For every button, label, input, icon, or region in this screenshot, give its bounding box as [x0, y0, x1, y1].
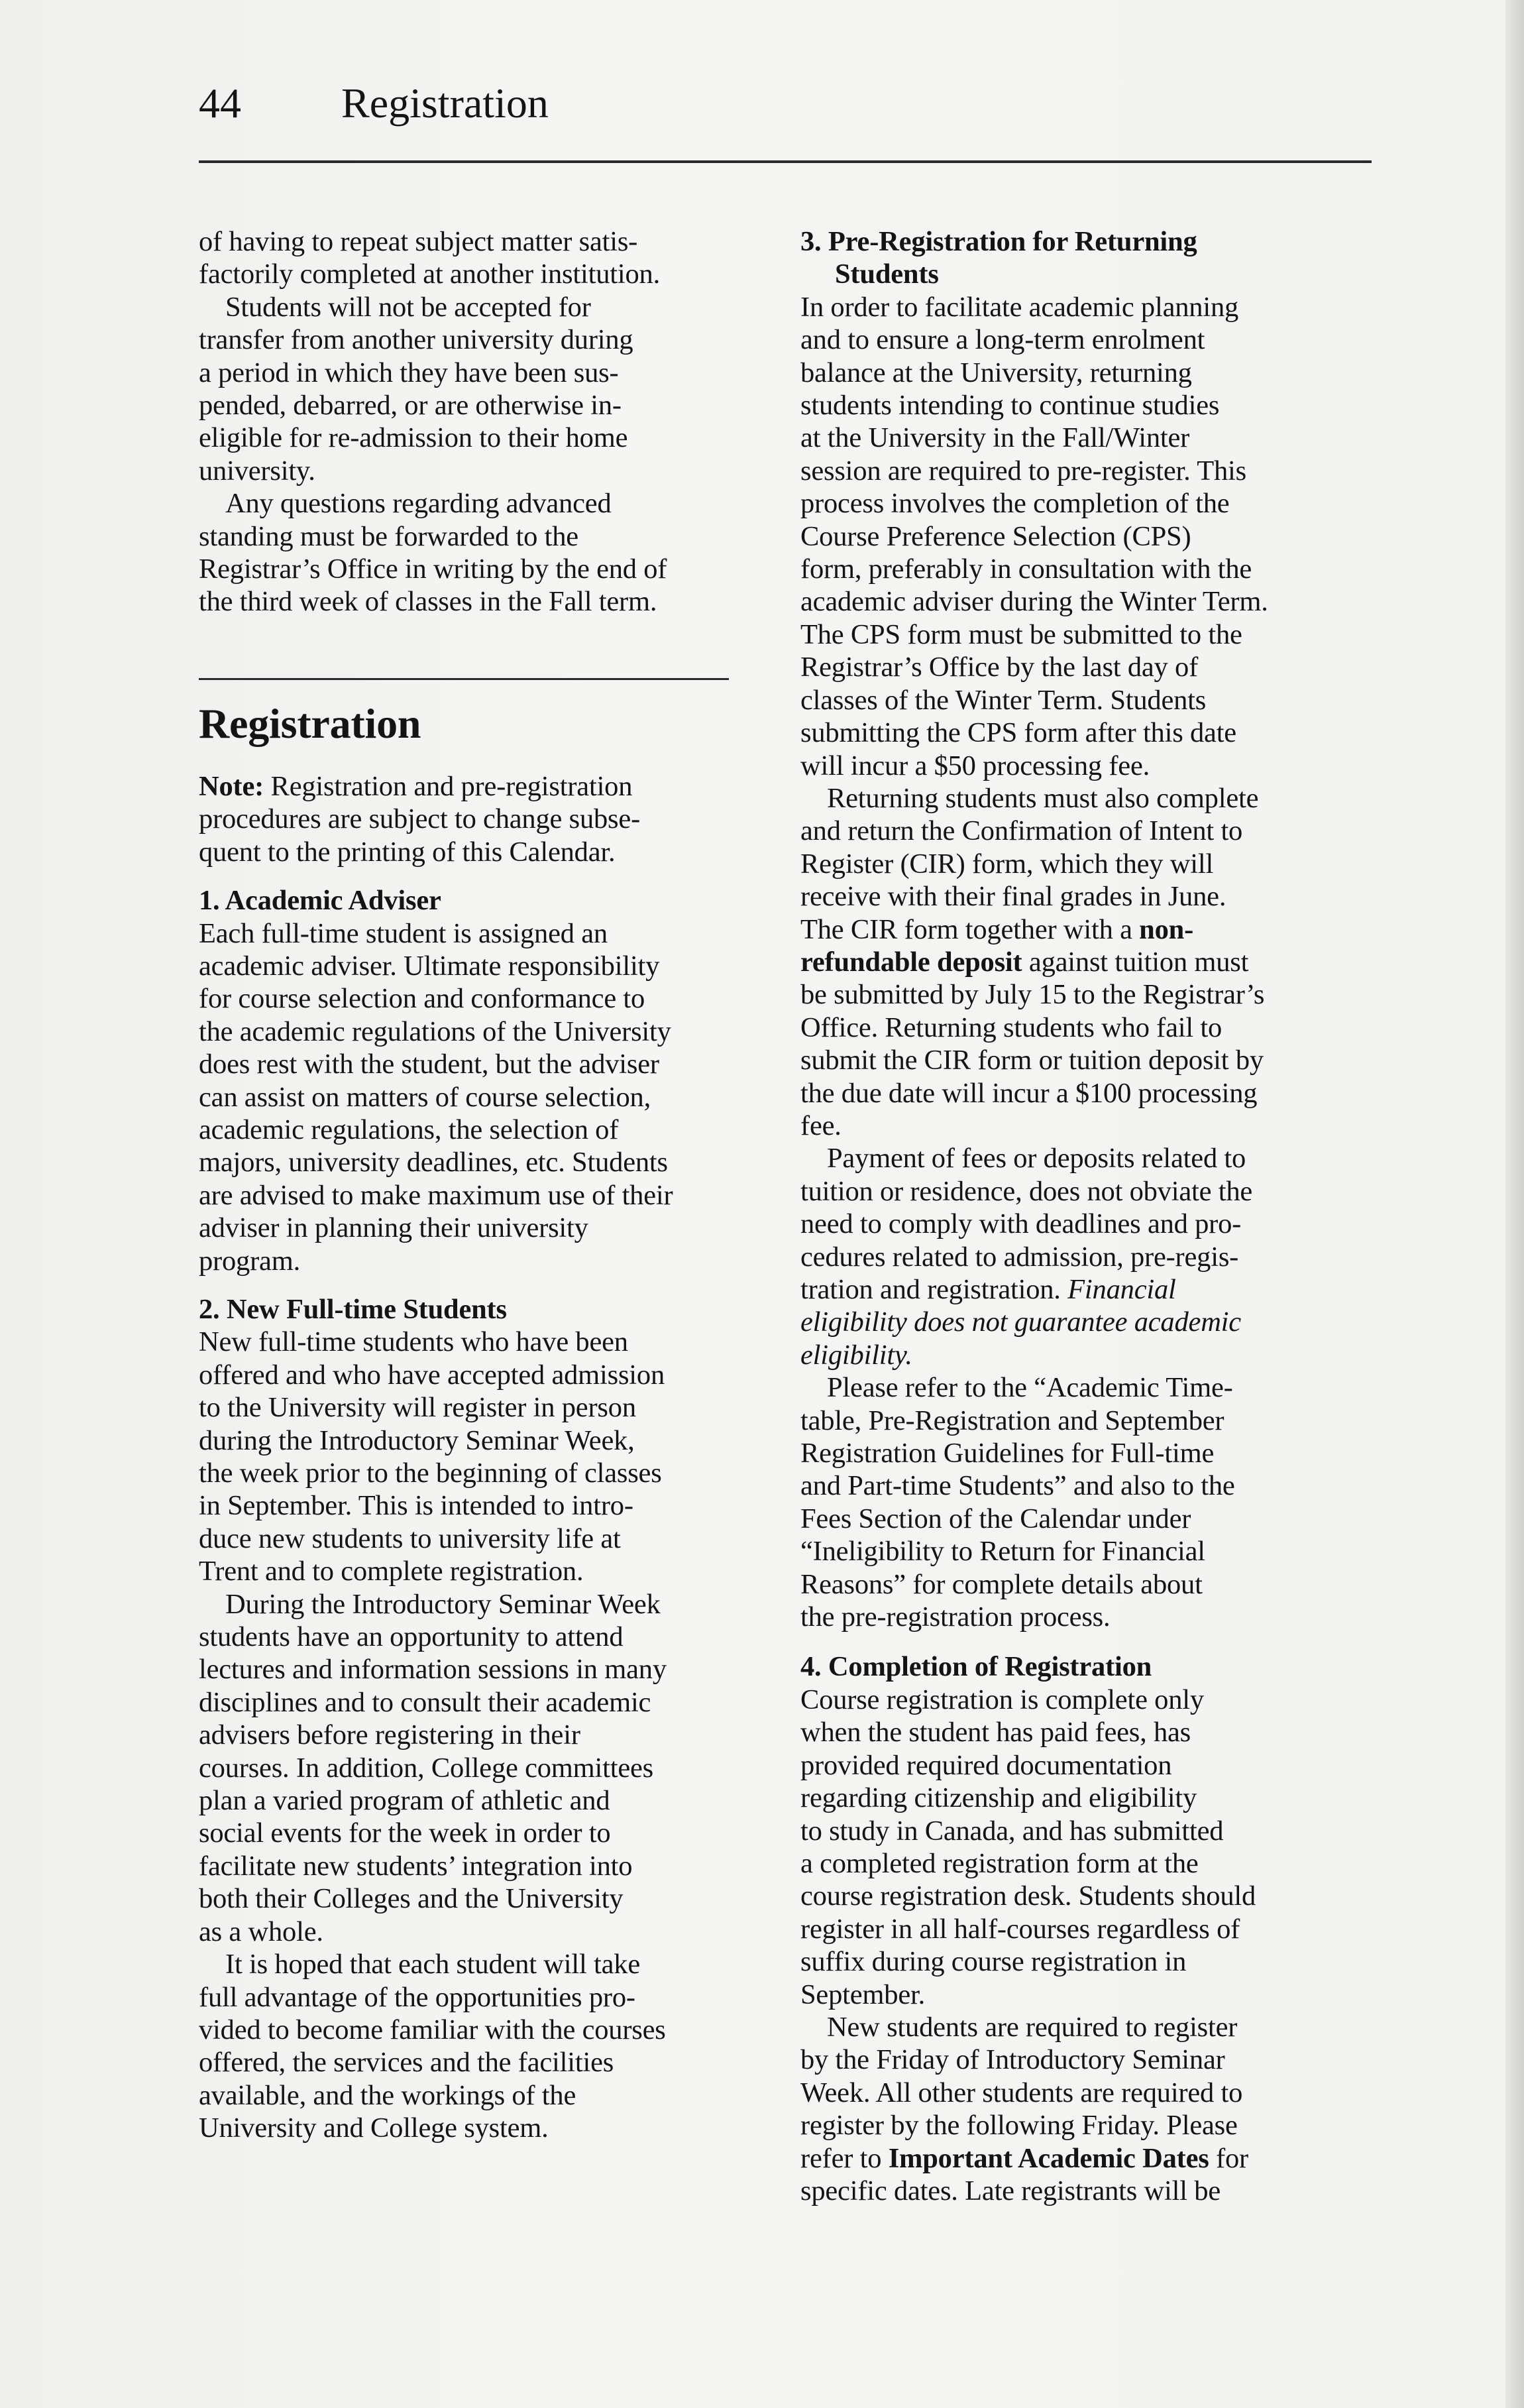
- subsection-title-line2: Students: [835, 258, 939, 290]
- text-line: Students will not be accepted for: [225, 291, 591, 323]
- text-line: receive with their final grades in June.: [800, 881, 1226, 913]
- text-lines: [199, 918, 673, 1277]
- subsection-title-line1: 3. Pre-Registration for Returning: [800, 226, 1197, 257]
- text-line: Fees Section of the Calendar under: [800, 1503, 1191, 1534]
- text-line: of having to repeat subject matter satis-: [199, 226, 638, 257]
- text-line: form, preferably in consultation with the: [800, 553, 1252, 585]
- text-line: vided to become familiar with the courses: [199, 2014, 666, 2045]
- header-rule: [199, 160, 1372, 163]
- text-line: in September. This is intended to intro-: [199, 1490, 633, 1522]
- text-line: “Ineligibility to Return for Financial: [800, 1536, 1205, 1568]
- text-line: It is hoped that each student will take: [225, 1949, 640, 1980]
- text-line: Trent and to complete registration.: [199, 1556, 584, 1587]
- text-lines: [800, 292, 1268, 781]
- text-line: quent to the printing of this Calendar.: [199, 836, 616, 868]
- text-line: as a whole.: [199, 1916, 323, 1947]
- text-line: to the University will register in person: [199, 1392, 636, 1424]
- text-line: a completed registration form at the: [800, 1847, 1199, 1879]
- text-line: social events for the week in order to: [199, 1817, 611, 1849]
- text-line: a period in which they have been sus-: [199, 357, 619, 388]
- text-lines: [800, 1372, 1235, 1633]
- text-line: University and College system.: [199, 2112, 549, 2144]
- text-line: the academic regulations of the University: [199, 1015, 671, 1047]
- text-line: Registration Guidelines for Full-time: [800, 1438, 1215, 1469]
- paragraph-new-students-2: [199, 1588, 769, 1948]
- text-lines: [199, 292, 633, 487]
- text-line: Each full-time student is assigned an: [199, 917, 608, 949]
- text-line: and Part-time Students” and also to the: [800, 1470, 1235, 1502]
- text-line: New students are required to register: [827, 2011, 1238, 2043]
- text-lines: [199, 771, 640, 868]
- text-line: Week. All other students are required to: [800, 2077, 1243, 2108]
- text-line: Register (CIR) form, which they will: [800, 848, 1214, 880]
- text-line: Office. Returning students who fail to: [800, 1011, 1223, 1043]
- text-line: regarding citizenship and eligibility: [800, 1782, 1197, 1814]
- text-line: at the University in the Fall/Winter: [800, 422, 1190, 454]
- text-lines: [800, 1306, 1241, 1370]
- text-line: procedures are subject to change subse-: [199, 803, 641, 835]
- text-line: classes of the Winter Term. Students: [800, 684, 1207, 716]
- note-label: Note:: [199, 770, 264, 802]
- text-line: Registrar’s Office by the last day of: [800, 652, 1199, 683]
- paragraph-new-students-1: [199, 1326, 769, 1587]
- left-column: [199, 225, 769, 2145]
- text-line: fee.: [800, 1110, 842, 1141]
- text-lines: [800, 2175, 1221, 2207]
- text-line: Course registration is complete only: [800, 1684, 1204, 1715]
- text-line: balance at the University, returning: [800, 357, 1192, 388]
- subsection-title-pre-registration: [800, 225, 1370, 291]
- text-line: offered and who have accepted admission: [199, 1359, 665, 1391]
- text-line: facilitate new students’ integration into: [199, 1850, 633, 1882]
- text-line: during the Introductory Seminar Week,: [199, 1424, 635, 1456]
- section-rule: [199, 678, 729, 680]
- text-line: does rest with the student, but the adviser: [199, 1049, 659, 1080]
- subsection-title-academic-adviser: 1. Academic Adviser: [199, 885, 441, 917]
- paragraph-advanced-standing: [199, 487, 769, 618]
- text-line: the week prior to the beginning of classes: [199, 1458, 662, 1489]
- text-line: Reasons” for complete details about: [800, 1568, 1203, 1600]
- note-paragraph: [199, 770, 769, 868]
- paragraph-transfer: [199, 291, 769, 487]
- text-line: Please refer to the “Academic Time-: [827, 1372, 1233, 1404]
- text-line: when the student has paid fees, has: [800, 1717, 1191, 1749]
- subsection-title-new-students: 2. New Full-time Students: [199, 1293, 507, 1325]
- text-line: full advantage of the opportunities pro-: [199, 1981, 635, 2013]
- text-line: university.: [199, 455, 315, 487]
- text-line: adviser in planning their university: [199, 1212, 588, 1244]
- text-line: and to ensure a long-term enrolment: [800, 324, 1205, 356]
- text-line: table, Pre-Registration and September: [800, 1405, 1225, 1436]
- text-line: are advised to make maximum use of their: [199, 1179, 673, 1211]
- text-line: lectures and information sessions in many: [199, 1654, 667, 1686]
- text-line: submit the CIR form or tuition deposit by: [800, 1045, 1264, 1076]
- text-lines: [199, 1326, 665, 1587]
- page-number: 44: [199, 80, 241, 127]
- text-line: need to comply with deadlines and pro-: [800, 1208, 1242, 1240]
- text-line: eligible for re-admission to their home: [199, 422, 628, 454]
- text-line: the third week of classes in the Fall term.: [199, 586, 657, 618]
- text-line: offered, the services and the facilities: [199, 2047, 614, 2079]
- paragraph-new-students-3: [199, 1948, 769, 2144]
- text-lines: [199, 226, 660, 290]
- text-line: the pre-registration process.: [800, 1601, 1111, 1633]
- text-line: available, and the workings of the: [199, 2079, 576, 2111]
- right-column: [800, 225, 1370, 2207]
- text-line: register by the following Friday. Please: [800, 2110, 1238, 2142]
- text-line: standing must be forwarded to the: [199, 520, 578, 552]
- text-line: advisers before registering in their: [199, 1719, 580, 1751]
- running-header: [199, 73, 1372, 134]
- text-line: September.: [800, 1978, 926, 2010]
- text-lines: [800, 783, 1258, 912]
- text-line: specific dates. Late registrants will be: [800, 2175, 1221, 2207]
- text-line: majors, university deadlines, etc. Students: [199, 1147, 668, 1178]
- text-line: course registration desk. Students should: [800, 1880, 1256, 1912]
- paragraph-completion-1: [800, 1684, 1370, 2011]
- text-line: for course selection and conformance to: [199, 983, 645, 1015]
- paragraph-pre-registration-4: [800, 1371, 1370, 1633]
- text-line: eligibility does not guarantee academic: [800, 1306, 1241, 1338]
- text-lines: [800, 979, 1264, 1141]
- paragraph-continued: [199, 225, 769, 291]
- text-line: New full-time students who have been: [199, 1326, 628, 1358]
- paragraph-pre-registration-3: Payment of fees or deposits related to tuition or residence, does not obviate the need to comply with deadlines and pro- cedures related to admission, pre-regis- tration and registration. Financial eligibility does not guarantee academic eligibility.: [800, 1143, 1253, 1371]
- text-line: tuition or residence, does not obviate the: [800, 1175, 1253, 1207]
- text-line: can assist on matters of course selection,: [199, 1081, 651, 1113]
- subsection-title-completion: 4. Completion of Registration: [800, 1651, 1152, 1683]
- text-line: session are required to pre-register. This: [800, 455, 1246, 487]
- text-line: academic regulations, the selection of: [199, 1114, 619, 1145]
- text-line: suffix during course registration in: [800, 1946, 1187, 1978]
- text-lines: [800, 1143, 1252, 1272]
- text-line: During the Introductory Seminar Week: [225, 1588, 661, 1620]
- text-line: factorily completed at another institution.: [199, 258, 660, 290]
- text-line: courses. In addition, College committees: [199, 1752, 654, 1784]
- text-line: academic adviser during the Winter Term.: [800, 586, 1268, 618]
- paragraph-completion-2: New students are required to register by the Friday of Introductory Seminar Week. All other students are required to register by the following Friday. Please refer to Important Academic Dates for specific dates. Late registrants will be: [800, 2011, 1248, 2207]
- text-lines: [199, 488, 667, 617]
- text-line: duce new students to university life at: [199, 1522, 621, 1554]
- text-line: both their Colleges and the University: [199, 1883, 624, 1915]
- text-line: The CPS form must be submitted to the: [800, 618, 1242, 650]
- text-line: cedures related to admission, pre-regis-: [800, 1241, 1239, 1273]
- text-line: students have an opportunity to attend: [199, 1621, 624, 1653]
- text-line: disciplines and to consult their academic: [199, 1686, 651, 1718]
- text-lines: [199, 1589, 667, 1947]
- text-line: register in all half-courses regardless of: [800, 1913, 1240, 1945]
- text-line: the due date will incur a $100 processing: [800, 1077, 1258, 1109]
- text-line: Registrar’s Office in writing by the end of: [199, 553, 667, 585]
- text-line: pended, debarred, or are otherwise in-: [199, 390, 622, 422]
- text-line: to study in Canada, and has submitted: [800, 1815, 1224, 1847]
- text-line: will incur a $50 processing fee.: [800, 750, 1150, 781]
- section-title: Registration: [199, 699, 421, 747]
- text-line: and return the Confirmation of Intent to: [800, 815, 1243, 847]
- text-line: Registration and pre-registration: [264, 770, 633, 802]
- paragraph-pre-registration-1: [800, 291, 1370, 782]
- text-line: process involves the completion of the: [800, 488, 1230, 520]
- text-line: be submitted by July 15 to the Registrar’s: [800, 979, 1265, 1011]
- text-line: by the Friday of Introductory Seminar: [800, 2044, 1225, 2076]
- paragraph-pre-registration-2: Returning students must also complete and return the Confirmation of Intent to Register (CIR) form, which they will receive with their final grades in June. The CIR form together with a non- refundable deposit against tuition must be submitted by July 15 to the Registrar’s Office. Returning students who fail to submit the CIR form or tuition deposit by the due date will incur a $100 processing fee.: [800, 782, 1265, 1141]
- text-line: plan a varied program of athletic and: [199, 1785, 610, 1817]
- text-lines: [800, 2012, 1242, 2141]
- text-line: provided required documentation: [800, 1749, 1172, 1781]
- text-line: Returning students must also complete: [827, 782, 1259, 814]
- text-line: submitting the CPS form after this date: [800, 717, 1236, 749]
- text-line: In order to facilitate academic planning: [800, 291, 1239, 323]
- text-lines: [199, 1949, 666, 2144]
- text-line: Course Preference Selection (CPS): [800, 520, 1191, 552]
- text-line: students intending to continue studies: [800, 390, 1220, 422]
- text-line: Any questions regarding advanced: [225, 488, 612, 520]
- text-line: Payment of fees or deposits related to: [827, 1143, 1246, 1175]
- running-title: Registration: [341, 80, 549, 127]
- text-line: academic adviser. Ultimate responsibility: [199, 950, 660, 982]
- text-lines: [800, 1684, 1256, 2010]
- text-line: transfer from another university during: [199, 324, 633, 356]
- text-line: eligibility.: [800, 1339, 912, 1371]
- text-line: program.: [199, 1245, 301, 1277]
- paragraph-academic-adviser: [199, 917, 769, 1277]
